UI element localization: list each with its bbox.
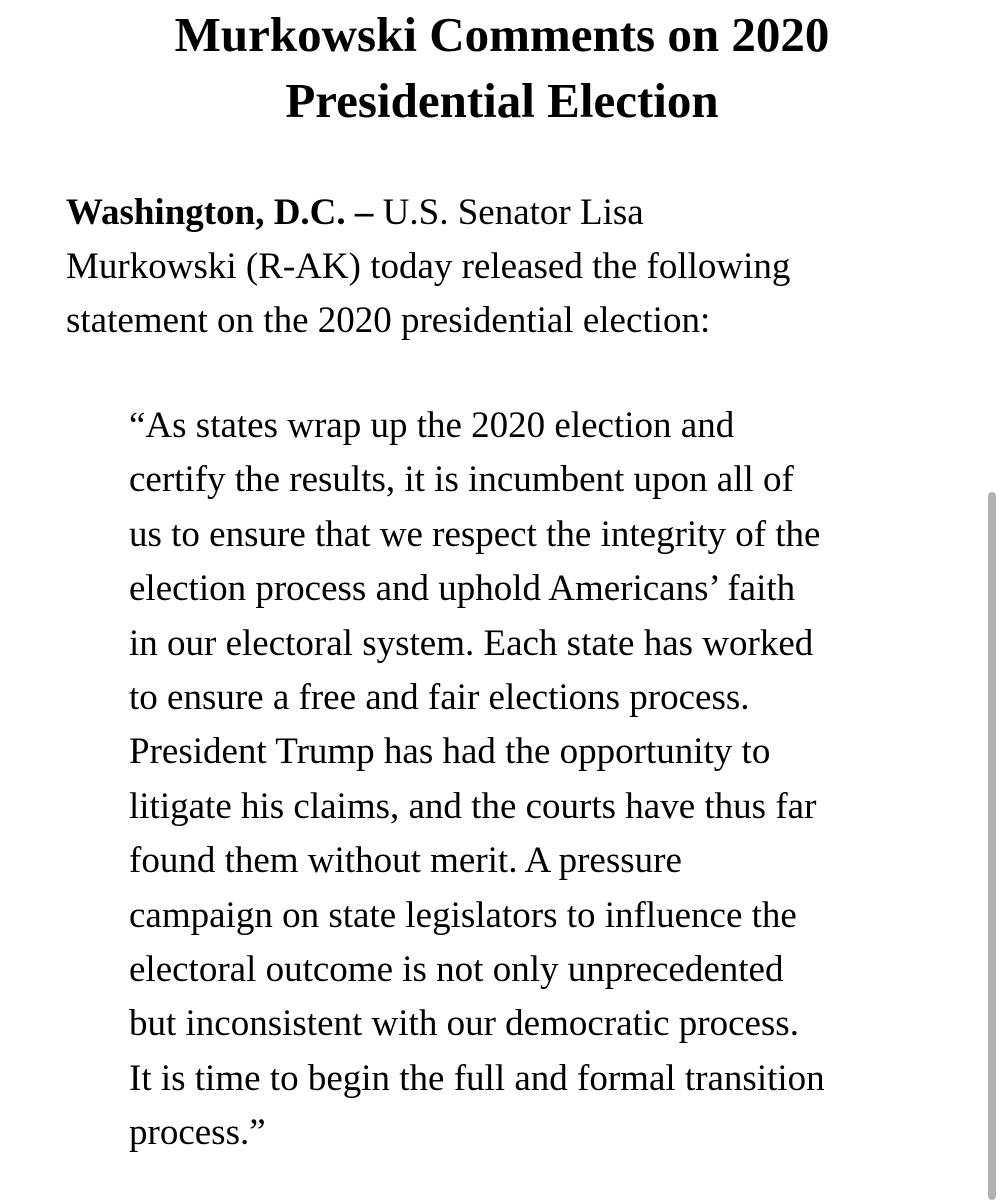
quote-line: process.” — [129, 1112, 266, 1154]
quote-line: us to ensure that we respect the integrity of the — [129, 513, 821, 555]
quote-line: President Trump has had the opportunity to — [129, 731, 771, 773]
quote-line: election process and uphold Americans’ faith — [129, 568, 796, 610]
intro-text: U.S. Senator Lisa — [382, 192, 644, 233]
quote-line: campaign on state legislators to influence the — [129, 894, 797, 936]
dateline: Washington, D.C. – — [66, 192, 374, 233]
vertical-scrollbar[interactable] — [988, 492, 996, 1200]
quote-line: litigate his claims, and the courts have thus far — [129, 785, 817, 827]
quote-line: to ensure a free and fair elections process. — [129, 677, 750, 719]
title-line: Presidential Election — [285, 73, 719, 128]
quote-line: certify the results, it is incumbent upon all of — [129, 459, 794, 501]
quote-line: “As states wrap up the 2020 election and — [129, 405, 735, 446]
quote-line: electoral outcome is not only unprecedented — [129, 949, 784, 991]
intro-line — [66, 186, 966, 240]
page-title — [40, 2, 964, 134]
title-line: Murkowski Comments on 2020 — [174, 7, 830, 62]
intro-line: Murkowski (R-AK) today released the following — [66, 246, 791, 287]
quote-line: but inconsistent with our democratic process. — [129, 1003, 799, 1045]
intro-paragraph — [66, 186, 966, 348]
intro-line: statement on the 2020 presidential election: — [66, 300, 711, 341]
statement-quote — [129, 399, 939, 1161]
quote-line: found them without merit. A pressure — [129, 840, 682, 882]
quote-line: It is time to begin the full and formal transition — [129, 1057, 825, 1099]
quote-line: in our electoral system. Each state has worked — [129, 622, 814, 664]
